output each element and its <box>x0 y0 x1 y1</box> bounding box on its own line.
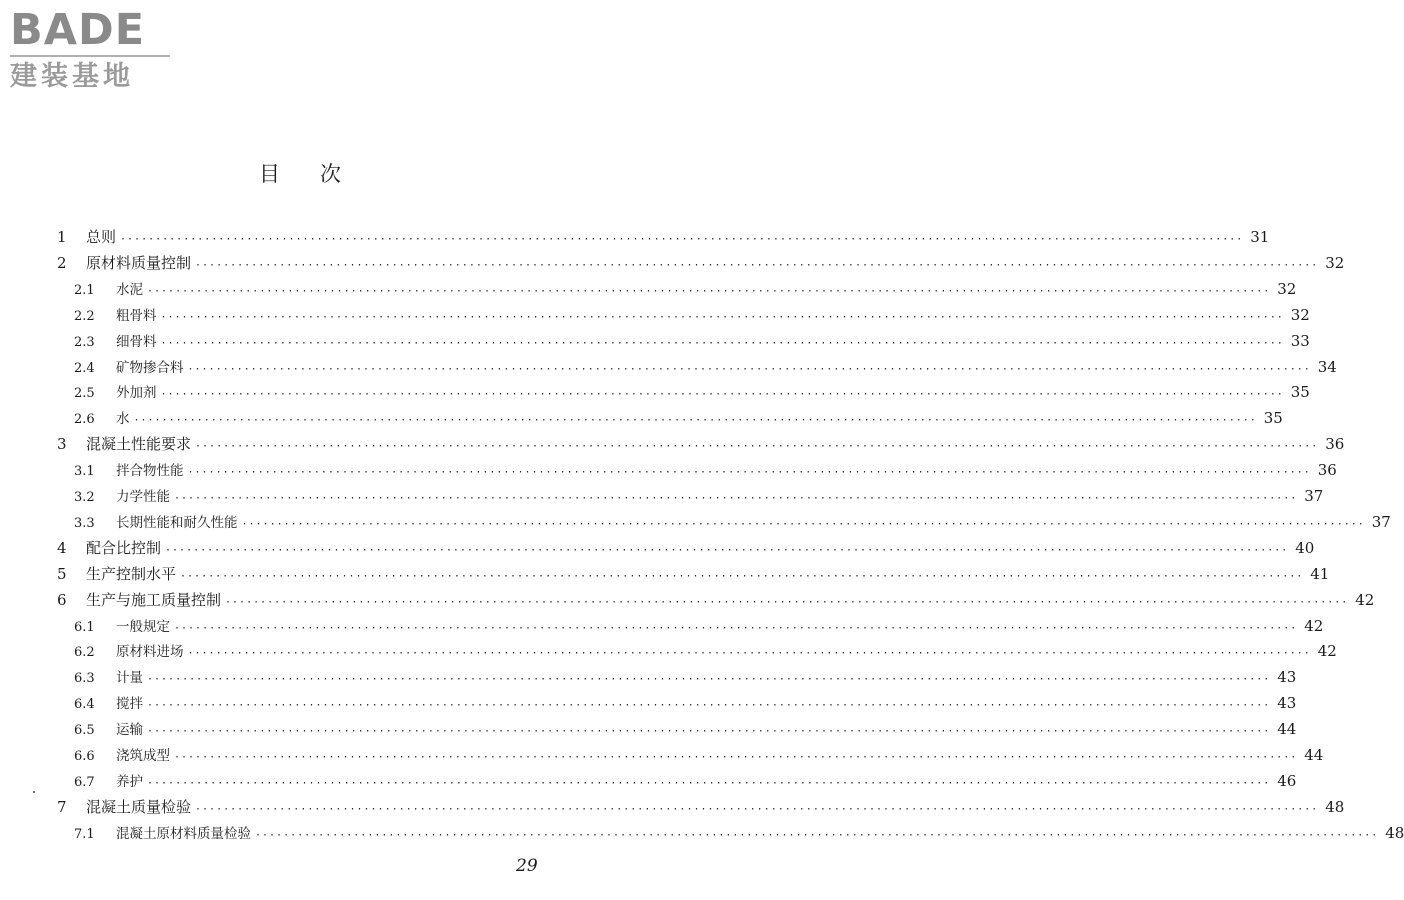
toc-entry-number: 2.1 <box>74 282 95 298</box>
toc-entry-number: 2.6 <box>74 412 95 428</box>
toc-entry-page: 37 <box>1304 487 1324 505</box>
toc-leader-dots: ································································································································································ <box>187 363 1311 375</box>
toc-leader-dots: ································································································································································ <box>147 285 1271 297</box>
toc-entry-number: 3 <box>57 435 67 454</box>
toc-entry-title: 长期性能和耐久性能 <box>116 514 238 531</box>
toc-entry-page: 42 <box>1355 590 1375 609</box>
toc-entry-number: 7.1 <box>74 826 95 842</box>
toc-entry[interactable] <box>74 379 1310 405</box>
toc-entry-page: 44 <box>1277 720 1297 739</box>
toc-entry[interactable] <box>74 664 1297 690</box>
toc-entry-title: 粗骨料 <box>116 307 157 324</box>
toc-entry-title: 拌合物性能 <box>116 463 184 480</box>
toc-entry[interactable] <box>74 820 1404 846</box>
toc-entry-title: 计量 <box>116 670 143 687</box>
toc-entry-number: 6.6 <box>74 749 95 764</box>
toc-entry[interactable] <box>57 587 1375 613</box>
toc-entry-title: 一般规定 <box>116 618 170 635</box>
toc-entry-number: 4 <box>57 538 67 557</box>
scan-speck <box>33 791 35 793</box>
toc-entry-title: 矿物掺合料 <box>116 359 184 376</box>
toc-entry[interactable] <box>57 224 1270 250</box>
toc-entry-number: 2.4 <box>74 360 95 376</box>
logo-divider <box>10 55 170 57</box>
toc-leader-dots: ································································································································································ <box>165 544 1289 556</box>
toc-entry-title: 配合比控制 <box>86 538 162 557</box>
toc-leader-dots: ································································································································································ <box>255 829 1379 841</box>
toc-entry-title: 原材料质量控制 <box>86 253 192 272</box>
toc-entry-number: 3.2 <box>74 490 95 505</box>
toc-entry-number: 7 <box>57 797 67 816</box>
toc-leader-dots: ································································································································································ <box>147 777 1271 789</box>
toc-entry[interactable] <box>74 742 1324 768</box>
toc-entry-page: 43 <box>1277 668 1297 687</box>
toc-entry-number: 6.1 <box>74 619 95 635</box>
toc-entry[interactable] <box>74 354 1337 380</box>
toc-entry-title: 养护 <box>116 773 143 790</box>
toc-entry-page: 32 <box>1290 305 1310 324</box>
toc-entry-page: 32 <box>1325 253 1345 272</box>
toc-entry-page: 48 <box>1385 823 1404 842</box>
toc-entry-number: 3.1 <box>74 464 95 480</box>
toc-leader-dots: ································································································································································ <box>160 337 1284 349</box>
toc-entry-number: 6.4 <box>74 697 95 713</box>
toc-entry[interactable] <box>74 328 1310 354</box>
toc-leader-dots: ································································································································································ <box>195 803 1319 815</box>
toc-leader-dots: ································································································································································ <box>147 674 1271 686</box>
toc-entry[interactable] <box>74 613 1324 639</box>
toc-entry-page: 41 <box>1310 564 1330 583</box>
toc-entry-page: 42 <box>1317 642 1337 661</box>
toc-entry-title: 水泥 <box>116 281 143 298</box>
toc-leader-dots: ································································································································································ <box>180 570 1304 582</box>
toc-leader-dots: ································································································································································ <box>187 648 1311 660</box>
toc-entry-title: 总则 <box>86 228 117 246</box>
toc-entry-number: 2.5 <box>74 386 95 402</box>
toc-entry-title: 原材料进场 <box>116 644 184 661</box>
toc-leader-dots: ································································································································································ <box>147 700 1271 712</box>
logo-subtitle: 建装基地 <box>10 61 134 92</box>
toc-entry-title: 混凝土质量检验 <box>86 797 192 816</box>
toc-leader-dots: ································································································································································ <box>160 389 1284 401</box>
toc-entry-page: 46 <box>1277 771 1297 790</box>
toc-entry[interactable] <box>74 276 1297 302</box>
toc-entry-title: 浇筑成型 <box>116 748 170 764</box>
toc-entry-number: 5 <box>57 564 67 583</box>
toc-entry[interactable] <box>74 716 1297 742</box>
toc-leader-dots: ································································································································································ <box>174 752 1298 763</box>
toc-entry-number: 6.5 <box>74 723 95 739</box>
toc-entry-title: 外加剂 <box>116 385 157 402</box>
toc-entry-page: 32 <box>1277 279 1297 298</box>
page-number: 29 <box>516 856 538 876</box>
toc-entry-number: 2.2 <box>74 308 95 324</box>
toc-entry-number: 2.3 <box>74 334 95 350</box>
toc-entry-page: 34 <box>1317 357 1337 376</box>
toc-entry-page: 43 <box>1277 694 1297 713</box>
toc-entry[interactable] <box>74 483 1324 509</box>
toc-leader-dots: ································································································································································ <box>195 259 1319 271</box>
toc-entry-title: 混凝土原材料质量检验 <box>116 825 251 842</box>
toc-entry[interactable] <box>74 405 1283 431</box>
toc-entry-page: 33 <box>1290 331 1310 350</box>
toc-entry[interactable] <box>57 431 1345 457</box>
toc-entry-number: 6 <box>57 590 67 609</box>
page-title: 目次 <box>259 162 381 186</box>
toc-entry[interactable] <box>57 794 1345 820</box>
toc-entry-number: 6.7 <box>74 774 95 790</box>
toc-entry-page: 35 <box>1290 383 1310 402</box>
toc-leader-dots: ································································································································································ <box>133 415 1257 427</box>
toc-entry[interactable] <box>74 768 1297 794</box>
toc-entry-title: 搅拌 <box>116 696 143 713</box>
toc-entry[interactable] <box>74 457 1337 483</box>
toc-entry-number: 6.2 <box>74 645 95 661</box>
toc-entry-number: 6.3 <box>74 671 95 687</box>
toc-entry-title: 力学性能 <box>116 489 170 505</box>
toc-leader-dots: ································································································································································ <box>147 726 1271 738</box>
toc-entry[interactable] <box>74 509 1391 535</box>
toc-entry-page: 36 <box>1325 435 1345 454</box>
toc-entry[interactable] <box>57 250 1345 276</box>
toc-entry-page: 42 <box>1304 616 1324 635</box>
toc-entry-page: 36 <box>1317 461 1337 480</box>
toc-entry-page: 35 <box>1263 409 1283 428</box>
logo-wordmark: BADE <box>10 5 146 55</box>
toc-entry[interactable] <box>57 535 1315 561</box>
toc-leader-dots: ································································································································································ <box>120 234 1244 245</box>
bade-logo <box>10 5 185 93</box>
toc-entry-title: 运输 <box>116 722 143 739</box>
toc-entry-page: 37 <box>1371 512 1391 531</box>
toc-entry-number: 3.3 <box>74 515 95 531</box>
toc-leader-dots: ································································································································································ <box>187 467 1311 479</box>
toc-entry-title: 细骨料 <box>116 333 157 350</box>
toc-leader-dots: ································································································································································ <box>241 518 1365 530</box>
toc-entry-title: 生产与施工质量控制 <box>86 590 222 609</box>
toc-entry-page: 44 <box>1304 746 1324 764</box>
toc-entry-page: 31 <box>1250 228 1270 246</box>
toc-leader-dots: ································································································································································ <box>225 596 1349 608</box>
toc-leader-dots: ································································································································································ <box>195 441 1319 453</box>
toc-leader-dots: ································································································································································ <box>174 493 1298 504</box>
toc-entry-number: 2 <box>57 253 67 272</box>
toc-entry-title: 生产控制水平 <box>86 564 177 583</box>
toc-entry[interactable] <box>74 638 1337 664</box>
toc-leader-dots: ································································································································································ <box>174 622 1298 634</box>
toc-entry-number: 1 <box>57 228 67 246</box>
toc-entry[interactable] <box>57 561 1330 587</box>
toc-entry-page: 48 <box>1325 797 1345 816</box>
toc-entry-title: 水 <box>116 411 130 428</box>
toc-entry[interactable] <box>74 690 1297 716</box>
toc-entry[interactable] <box>74 302 1310 328</box>
toc-entry-page: 40 <box>1295 538 1315 557</box>
toc-leader-dots: ································································································································································ <box>160 311 1284 323</box>
toc-entry-title: 混凝土性能要求 <box>86 435 192 454</box>
